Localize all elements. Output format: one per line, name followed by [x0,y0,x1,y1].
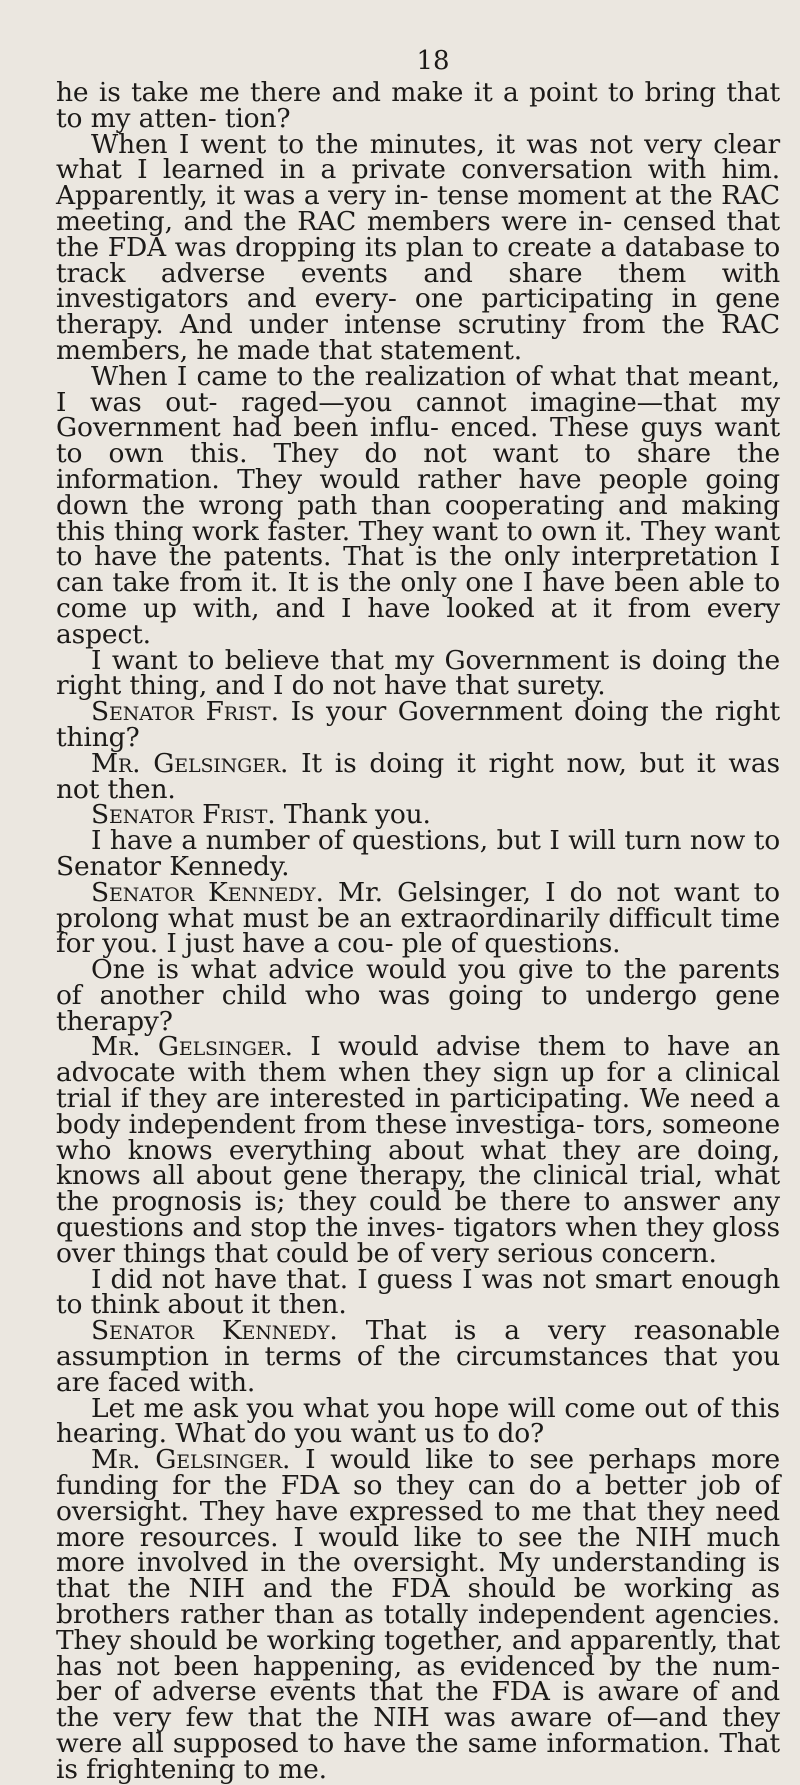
speaker-name: Mr. Gelsinger. [91,747,289,779]
paragraph-text: I have a number of questions, but I will turn now to Senator Kennedy. [56,825,780,882]
paragraph-text: I did not have that. I guess I was not smart enough to think about it then. [56,1263,780,1321]
speaker-name: Mr. Gelsinger. [91,1031,293,1063]
paragraph [56,954,780,1037]
speaker-name: Senator Kennedy. [91,876,324,908]
paragraph [56,876,780,960]
paragraph-text: I would advise them to have an advocate with them when they sign up for a clinical trial if they are interested in participating. We need a body independent from these investiga- tors, someone who knows everything about what they are doing, knows all about gene therapy, the clinical trial, what the prognosis is; they could be there to answer any questions and stop the inves- tigators when they gloss over things that could be of very serious concern. [56,1031,780,1269]
hearing-transcript [56,77,780,1785]
paragraph-text: That is a very reasonable assumption in terms of the circumstances that you are faced with. [56,1315,780,1398]
paragraph-text: Thank you. [275,799,431,831]
paragraph [56,1315,780,1398]
speaker-name: Senator Frist. [91,799,276,831]
paragraph [56,360,780,650]
paragraph [56,747,780,805]
paragraph [56,1031,780,1269]
paragraph-text: I would like to see perhaps more funding for the FDA so they can do a better job of oversight. They have expressed to me that they need more resources. I would like to see the NIH much more involved in the oversight. My understanding is that the NIH and the FDA should be working as brothers rather than as totally independent agencies. They should be working together, and apparently, that has not been happening, as evidenced by the num- ber of adverse events that the FDA is aware of and the very few that the NIH was aware of—and they were all supposed to have the same information. That is frightening to me. [56,1444,780,1785]
speaker-name: Senator Kennedy. [91,1315,338,1347]
paragraph [56,696,780,753]
paragraph-text: It is doing it right now, but it was not then. [56,747,780,805]
paragraph [56,77,780,134]
paragraph [56,1444,780,1785]
speaker-name: Mr. Gelsinger. [91,1444,291,1476]
paragraph-text: When I came to the realization of what that meant, I was out- raged—you cannot imagine—that my Government had been influ- enced. These guys want to own this. They do not want to share the information. They would rather have people going down the wrong path than cooperating and making this thing work faster. They want to own it. They want to have the patents. That is the only interpretation I can take from it. It is the only one I have been able to come up with, and I have looked at it from every aspect. [56,360,780,650]
paragraph-text: he is take me there and make it a point to bring that to my atten- tion? [56,77,780,134]
page-number: 18 [416,46,450,76]
paragraph-text: When I went to the minutes, it was not very clear what I learned in a private conversation with him. Apparently, it was a very in- tense moment at the RAC meeting, and the RAC members were in- censed that the FDA was dropping its plan to create a database to track adverse events and share them with investigators and every- one participating in gene therapy. And under intense scrutiny from the RAC members, he made that statement. [56,128,780,366]
paragraph-text: Is your Government doing the right thing? [56,696,780,753]
paragraph-text: Mr. Gelsinger, I do not want to prolong what must be an extraordinarily difficult time for you. I just have a cou- ple of questions. [56,876,780,960]
paragraph-text: One is what advice would you give to the parents of another child who was going to undergo gene therapy? [56,954,780,1037]
paragraph [56,128,780,366]
speaker-name: Senator Frist. [91,696,279,728]
paragraph-text: I want to believe that my Government is doing the right thing, and I do not have that surety. [56,644,780,702]
paragraph [56,1392,780,1450]
paragraph [56,1263,780,1321]
paragraph [56,644,780,702]
paragraph-text: Let me ask you what you hope will come out of this hearing. What do you want us to do? [56,1392,780,1450]
paragraph [56,825,780,882]
